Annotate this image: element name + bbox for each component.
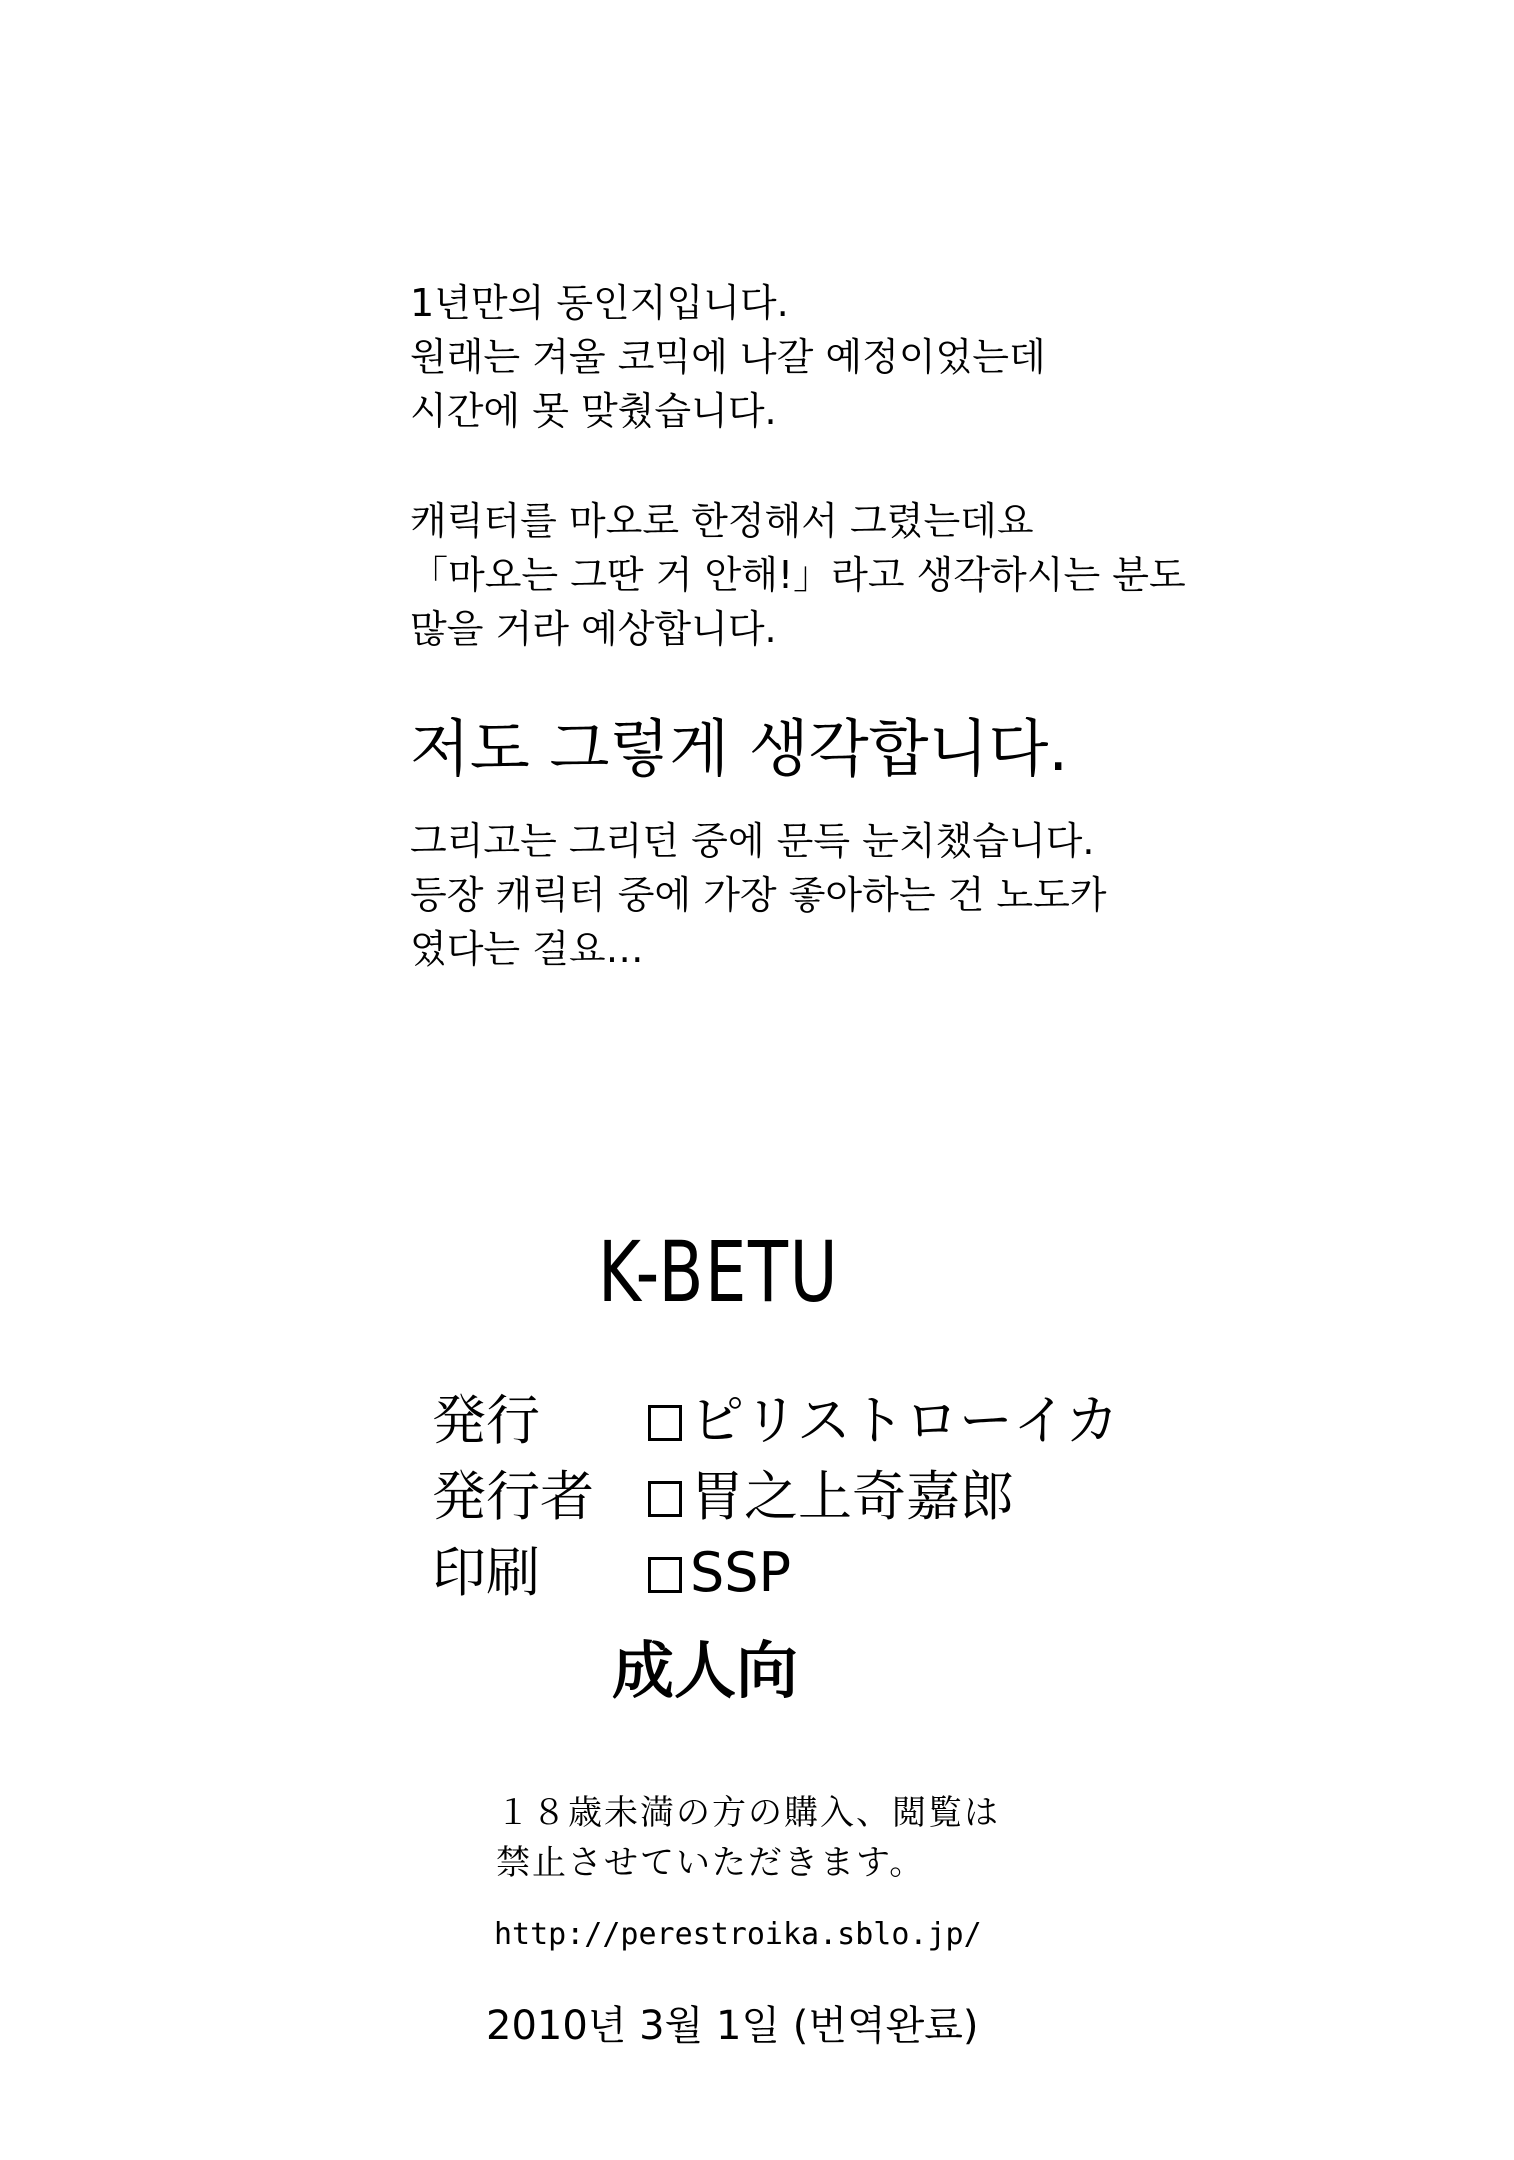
circle-title: K-BETU	[598, 1223, 840, 1321]
age-notice-line-1: １８歳未満の方の購入、閲覧は	[496, 1793, 1000, 1833]
colophon-label-publisher: 発行	[432, 1389, 540, 1452]
colophon-value-publisher-text: ピリストローイカ	[690, 1389, 1120, 1452]
afterword-emphasis: 저도 그렇게 생각합니다.	[410, 712, 1069, 785]
afterword-para1-line-2: 원래는 겨울 코믹에 나갈 예정이었는데	[410, 335, 1046, 379]
blank-box-icon	[648, 1557, 682, 1593]
afterword-para1-line-3: 시간에 못 맞췄습니다.	[410, 389, 777, 433]
afterword-para2-line-1: 캐릭터를 마오로 한정해서 그렸는데요	[410, 499, 1034, 543]
colophon-label-author: 発行者	[432, 1465, 594, 1528]
afterword-para3-line-1: 그리고는 그리던 중에 문득 눈치챘습니다.	[410, 819, 1095, 863]
adult-rating-label: 成人向	[612, 1634, 799, 1707]
age-notice-line-2: 禁止させていただきます。	[496, 1843, 926, 1883]
colophon-value-author-text: 胃之上奇嘉郎	[690, 1465, 1014, 1528]
afterword-para3-line-3: 였다는 걸요…	[410, 927, 644, 971]
website-url: http://perestroika.sblo.jp/	[494, 1917, 982, 1952]
colophon-value-author	[648, 1465, 1014, 1528]
translation-date: 2010년 3월 1일 (번역완료)	[486, 2003, 979, 2049]
colophon-label-printer: 印刷	[432, 1541, 540, 1604]
afterword-para1-line-1: 1년만의 동인지입니다.	[410, 281, 789, 325]
colophon-value-publisher	[648, 1389, 1120, 1452]
afterword-para2-line-3: 많을 거라 예상합니다.	[410, 607, 777, 651]
colophon-value-printer	[648, 1541, 792, 1604]
afterword-para3-line-2: 등장 캐릭터 중에 가장 좋아하는 건 노도카	[410, 873, 1107, 917]
blank-box-icon	[648, 1481, 682, 1517]
blank-box-icon	[648, 1405, 682, 1441]
afterword-para2-line-2: 「마오는 그딴 거 안해!」라고 생각하시는 분도	[410, 553, 1186, 597]
colophon-value-printer-text: SSP	[690, 1541, 792, 1604]
